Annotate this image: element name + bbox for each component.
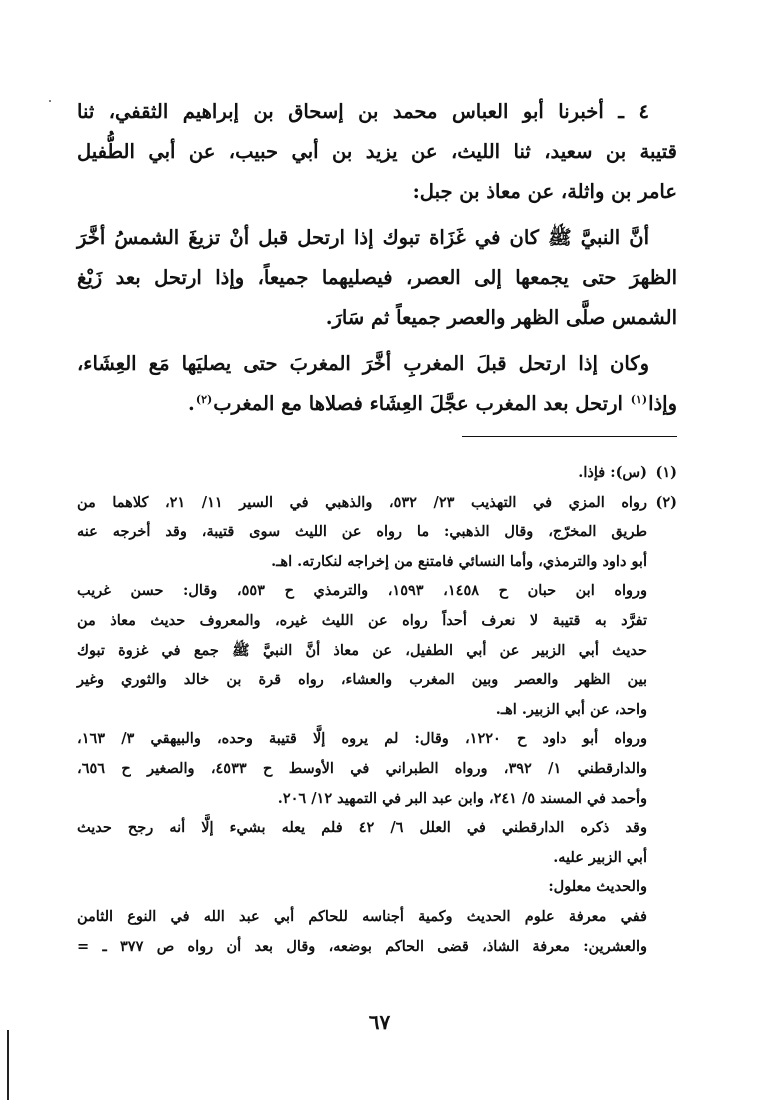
footnote-line: تفرَّد به قتيبة لا نعرف أحداً رواه عن الليث غيره، والمعروف حديث معاذ من [77,611,647,629]
footnote-line: أبي الزبير عليه. [553,848,647,866]
footnote-2 [77,488,677,577]
footnote-line: رواه المزي في التهذيب ٢٣/ ٥٣٢، والذهبي في السير ١١/ ٢١، كلاهما من [77,493,647,511]
page-number: ٦٧ [368,1010,391,1034]
text-line: أنَّ النبيَّ ﷺ كان في غَزَاة تبوك إذا ارتحل قبل أنْ تزيغَ الشمسُ أخَّرَ [77,226,649,249]
text-fragment: ارتحل بعد المغرب عجَّلَ العِشَاء فصلاها مع المغرب [213,392,630,415]
text-line: الظهرَ حتى يجمعها إلى العصر، فيصليهما جميعاً، وإذا ارتحل بعد زَيْغ [77,266,677,289]
footnote-line: والدارقطني ١/ ٣٩٢، ورواه الطبراني في الأوسط ح ٤٥٣٣، والصغير ح ٦٥٦، [77,759,647,777]
footnote-line: طريق المخرّج، وقال الذهبي: ما رواه عن الليث سوى قتيبة، وقد أخرجه عنه [77,523,647,541]
footnote-line: والحديث معلول: [548,878,647,896]
text-fragment: . [188,392,195,415]
hadith-text [77,92,677,424]
scan-speck [49,100,51,102]
footnote-ref-1: (١) [630,392,648,406]
text-fragment: وإذا [648,392,677,415]
footnote-body [77,488,647,577]
footnote-ref-2: (٢) [195,392,213,406]
footnote-line: وأحمد في المسند ٥/ ٢٤١، وابن عبد البر في التمهيد ١٢/ ٢٠٦. [277,789,647,807]
footnote-text: (س): فإذا. [578,464,647,481]
matn-paragraph [77,218,677,338]
footnote-line: واحد، عن أبي الزبير. اهـ. [495,700,647,718]
text-line: قتيبة بن سعيد، ثنا الليث، عن يزيد بن أبي حبيب، عن أبي الطُّفيل [77,140,677,163]
footnotes [77,458,677,961]
footnote-line: والعشرين: معرفة الشاذ، قضى الحاكم بوضعه، وقال بعد أن رواه ص ٣٧٧ ـ = [77,937,647,955]
footnote-line: ورواه أبو داود ح ١٢٢٠، وقال: لم يروه إلَّا قتيبة وحده، والبيهقي ٣/ ١٦٣، [77,730,648,748]
footnote-number: (١) [655,464,677,481]
text-line [77,384,677,424]
text-line: الشمس صلَّى الظهر والعصر جميعاً ثم سَارَ. [325,306,677,329]
footnote-1 [77,458,677,488]
footnote-line: وقد ذكره الدارقطني في العلل ٦/ ٤٢ فلم يعله بشيء إلَّا أنه رجح حديث [77,819,647,837]
text-line: ٤ ـ أخبرنا أبو العباس محمد بن إسحاق بن إبراهيم الثقفي، ثنا [77,100,649,123]
footnote-line: بين الظهر والعصر وبين المغرب والعشاء، رواه قرة بن خالد والثوري وغير [77,671,647,689]
scan-edge-mark [7,1030,9,1100]
footnote-line: حديث أبي الزبير عن أبي الطفيل، عن معاذ أنَّ النبيَّ ﷺ جمع في غزوة تبوك [77,641,647,659]
footnote-line: أبو داود والترمذي، وأما النسائي فامتنع من إخراجه لنكارته. اهـ. [271,552,647,570]
text-line: عامر بن واثلة، عن معاذ بن جبل: [412,180,677,203]
isnad-paragraph [77,92,677,212]
footnote-line: ففي معرفة علوم الحديث وكمية أجناسه للحاكم أبي عبد الله في النوع الثامن [77,907,647,925]
text-line: وكان إذا ارتحل قبلَ المغربِ أخَّرَ المغربَ حتى يصليَها مَع العِشَاء، [77,352,649,375]
footnote-2-continued [77,576,647,961]
footnote-separator [462,436,677,437]
matn-paragraph-2 [77,344,677,424]
footnote-line: ورواه ابن حبان ح ١٤٥٨، ١٥٩٣، والترمذي ح ٥٥٣، وقال: حسن غريب [77,582,648,600]
footnote-number: (٢) [655,493,677,511]
